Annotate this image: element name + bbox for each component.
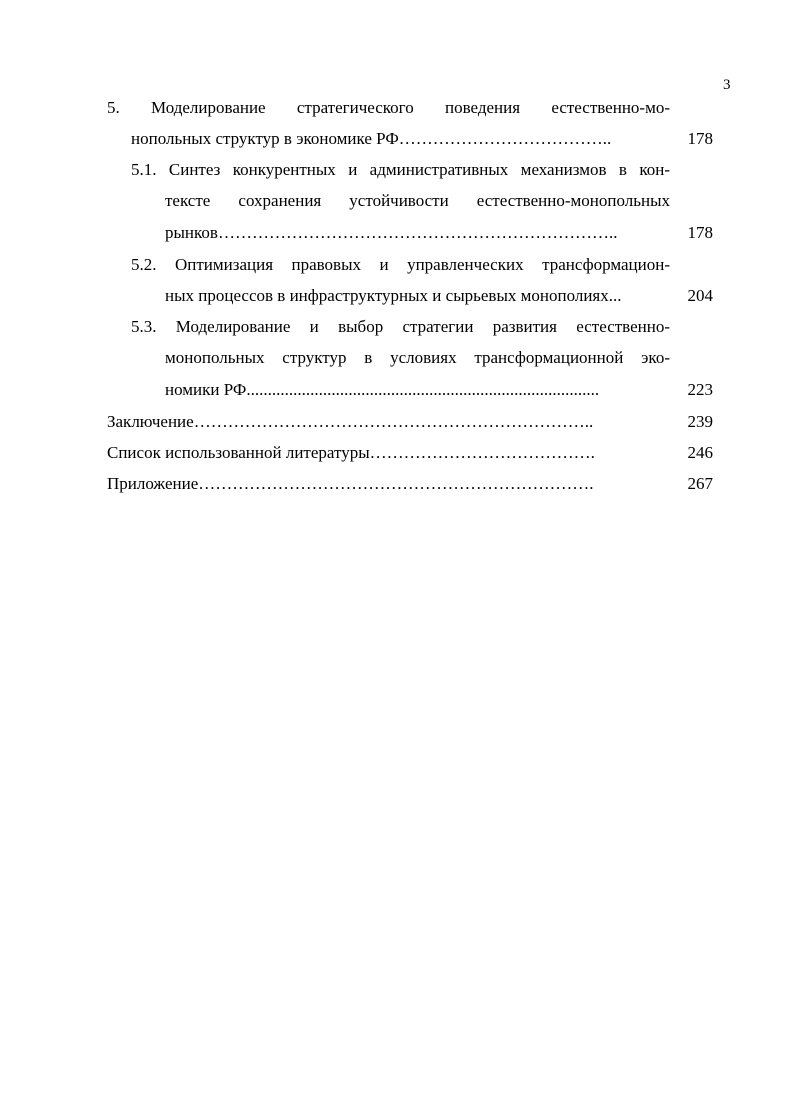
toc-line: 5.3. Моделирование и выбор стратегии развития естественно-: [131, 317, 670, 336]
toc-line: Приложение…………………………………………………………….: [107, 474, 594, 493]
toc-line: рынков……………………………………………………………..: [165, 223, 618, 242]
toc-line: монопольных структур в условиях трансформационной эко-: [165, 348, 670, 367]
page-number: 3: [723, 77, 731, 93]
toc-line: Заключение……………………………………………………………..: [107, 412, 594, 431]
toc-line: номики РФ...................................................................................: [165, 380, 600, 399]
toc-page-number: 204: [687, 286, 713, 305]
toc-page-number: 178: [687, 129, 713, 148]
toc-page-number: 239: [687, 412, 713, 431]
toc-line: 5. Моделирование стратегического поведения естественно-мо-: [107, 98, 670, 117]
toc-line: тексте сохранения устойчивости естественно-монопольных: [165, 191, 670, 210]
toc-line: Список использованной литературы………………………………….: [107, 443, 595, 462]
toc-line: 5.2. Оптимизация правовых и управленческих трансформацион-: [131, 255, 670, 274]
toc-line: нопольных структур в экономике РФ………………………………..: [131, 129, 612, 148]
toc-page-number: 267: [687, 474, 713, 493]
toc-page-number: 246: [687, 443, 713, 462]
toc-page-number: 178: [687, 223, 713, 242]
toc-page-number: 223: [687, 380, 713, 399]
toc-line: ных процессов в инфраструктурных и сырьевых монополиях...: [165, 286, 622, 305]
toc-line: 5.1. Синтез конкурентных и административных механизмов в кон-: [131, 160, 670, 179]
